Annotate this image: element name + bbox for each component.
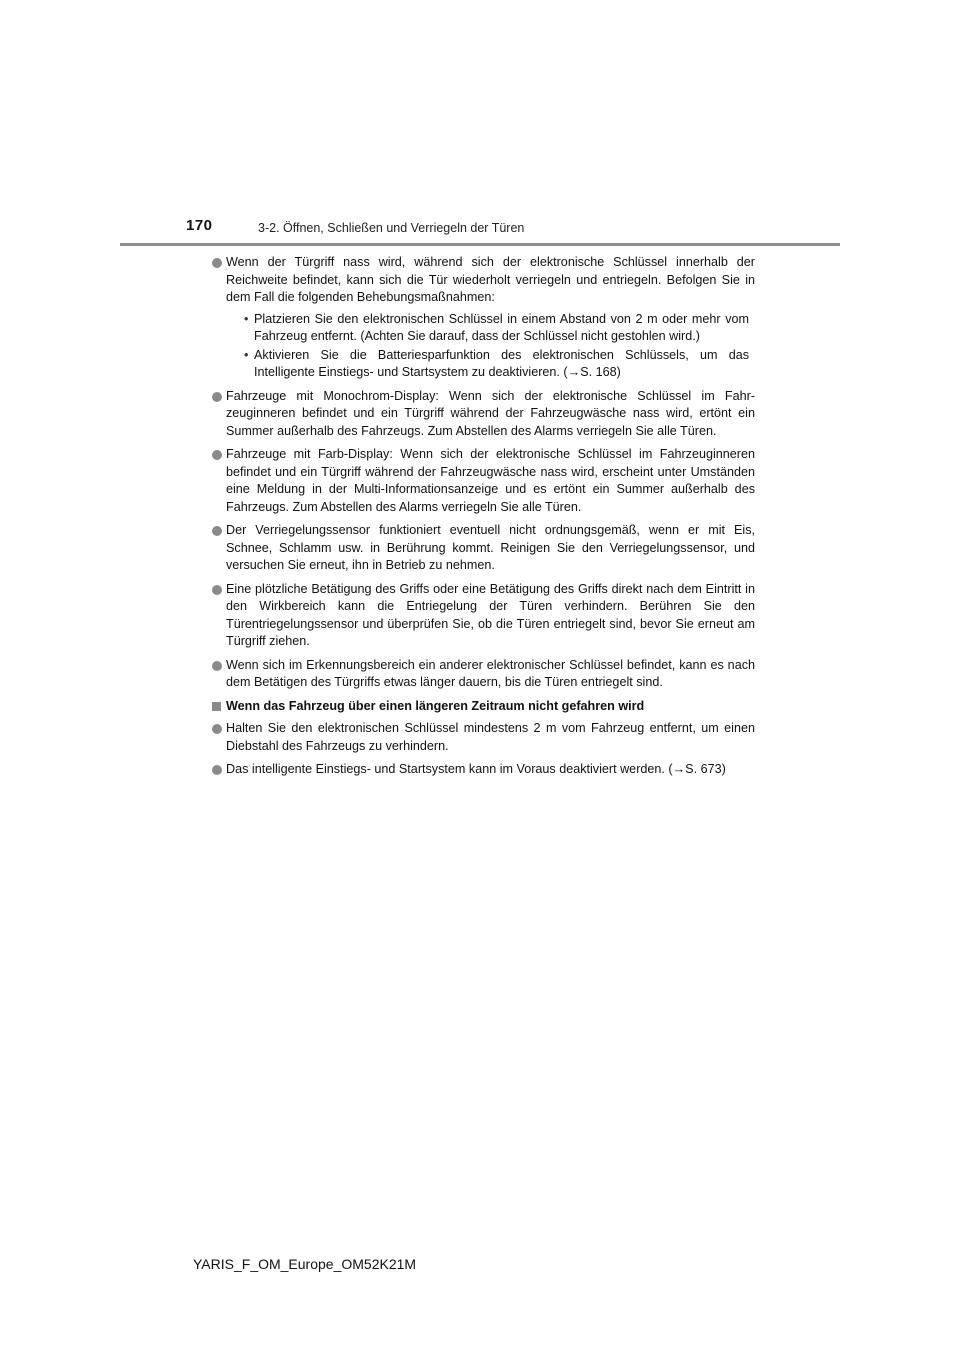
document-id: YARIS_F_OM_Europe_OM52K21M: [193, 1256, 417, 1272]
subsection-heading: [210, 698, 755, 716]
bullet-icon: [212, 526, 222, 536]
bullet-text: Wenn der Türgriff nass wird, während sich der elektronische Schlüssel innerhalb der Reichweite befindet, kann sich die Tür wiederholt verriegeln und entriegeln. Befolgen Sie in dem Fall die folgenden Behebungsmaßnahmen:: [226, 255, 755, 304]
header-divider: [120, 243, 840, 246]
bullet-icon: [212, 450, 222, 460]
sub-item: [226, 311, 755, 346]
bullet-icon: [212, 661, 222, 671]
bullet-text: Fahrzeuge mit Monochrom-Display: Wenn sich der elektronische Schlüssel im Fahrzeuginneren befindet und ein Türgriff während der Fahrzeugwäsche nass wird, ertönt ein Summer außerhalb des Fahrzeugs. Zum Abstellen des Alarms verriegeln Sie alle Türen.: [226, 388, 755, 438]
bullet-item: [210, 254, 755, 382]
bullet-item: [210, 388, 755, 441]
bullet-text: Fahrzeuge mit Farb-Display: Wenn sich der elektronische Schlüssel im Fahrzeuginneren befindet und ein Türgriff während der Fahrzeugwäsche nass wird, erscheint unter Umständen eine Meldung in der Multi-Informationsanzeige und es ertönt ein Summer außerhalb des Fahrzeugs. Zum Abstellen des Alarms verriegeln Sie alle Türen.: [226, 447, 755, 514]
square-bullet-icon: [212, 702, 221, 711]
page-number: 170: [186, 217, 213, 234]
sub-item-text: Aktivieren Sie die Batteriesparfunktion des elektronischen Schlüssels, um das Intelligente Einstiegs- und Startsystem zu deaktivieren. (→S. 168): [254, 347, 749, 379]
bullet-item: [210, 446, 755, 516]
bullet-icon: [212, 392, 222, 402]
bullet-item: [210, 522, 755, 575]
bullet-text: Eine plötzliche Betätigung des Griffs oder eine Betätigung des Griffs direkt nach dem Eintritt in den Wirkbereich kann die Entriegelung der Türen verhindern. Berühren Sie den Türentriegelungssensor und überprüfen Sie, ob die Türen entriegelt sind, bevor Sie erneut am Türgriff ziehen.: [226, 581, 755, 648]
sub-list: [226, 311, 755, 382]
bullet-text: Der Verriegelungssensor funktioniert eventuell nicht ordnungsgemäß, wenn er mit Eis, Schnee, Schlamm usw. in Berührung kommt. Reinigen Sie den Verriegelungssensor, und versuchen Sie erneut, ihn in Betrieb zu nehmen.: [226, 523, 755, 572]
bullet-text: Das intelligente Einstiegs- und Startsystem kann im Voraus deaktiviert werden. (→S. 673): [226, 762, 726, 776]
bullet-item: [210, 761, 755, 779]
page-content: [210, 254, 755, 785]
bullet-item: [210, 657, 755, 692]
bullet-icon: [212, 585, 222, 595]
bullet-item: [210, 720, 755, 755]
bullet-icon: [212, 724, 222, 734]
sub-bullet-icon: •: [244, 311, 249, 326]
sub-item-text: Platzieren Sie den elektronischen Schlüssel in einem Abstand von 2 m oder mehr vom Fahrzeug entfernt. (Achten Sie darauf, dass der Schlüssel nicht gestohlen wird.): [254, 311, 749, 343]
bullet-icon: [212, 258, 222, 268]
bullet-text: Wenn sich im Erkennungsbereich ein anderer elektronischer Schlüssel befindet, kann es nach dem Betätigen des Türgriffs etwas länger dauern, bis die Türen entriegelt sind.: [226, 657, 755, 689]
section-title: 3-2. Öffnen, Schließen und Verriegeln der Türen: [258, 221, 525, 235]
subsection-heading-text: Wenn das Fahrzeug über einen längeren Zeitraum nicht gefahren wird: [226, 698, 645, 713]
bullet-icon: [212, 765, 222, 775]
sub-item: [226, 347, 755, 382]
sub-bullet-icon: •: [244, 347, 249, 362]
bullet-text: Halten Sie den elektronischen Schlüssel mindestens 2 m vom Fahrzeug entfernt, um einen Diebstahl des Fahrzeugs zu verhindern.: [226, 721, 755, 753]
bullet-item: [210, 581, 755, 651]
